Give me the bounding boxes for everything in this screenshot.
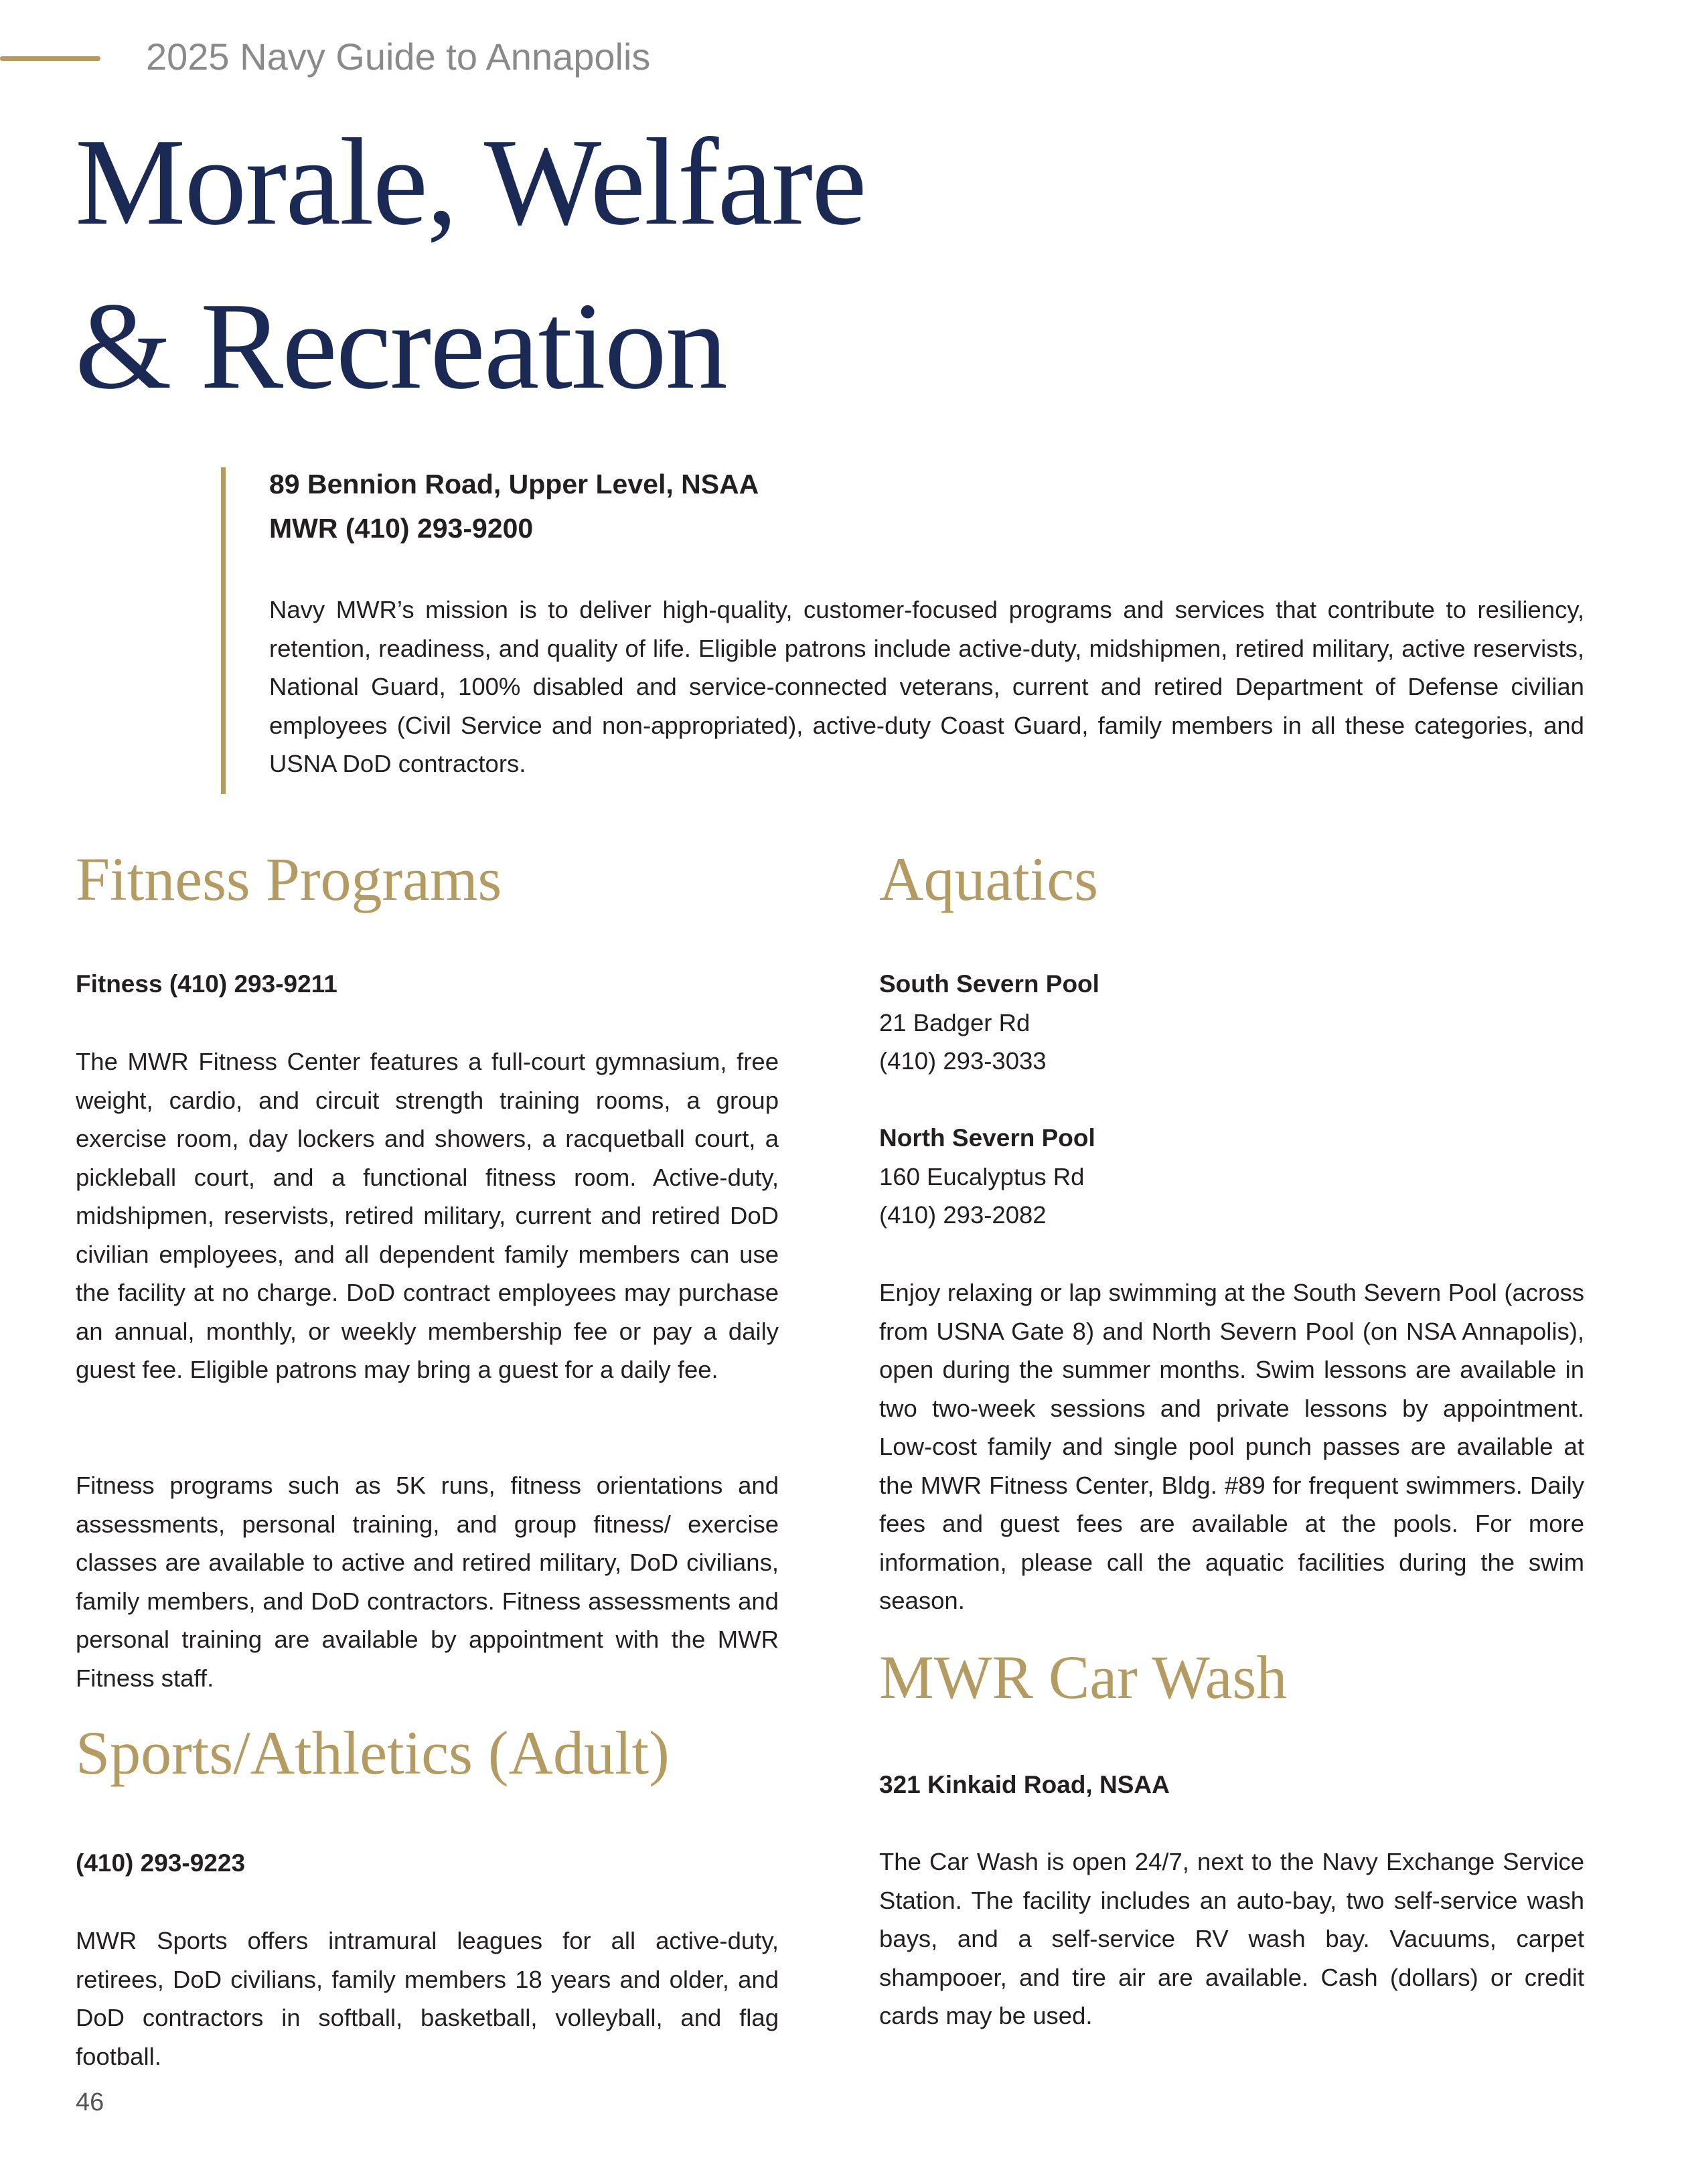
intro-body: Navy MWR’s mission is to deliver high-quality, customer-focused programs and services that contribute to resiliency, retention, readiness, and quality of life. Eligible patrons include active-duty, midshipmen, retired military, active reservists, National Guard, 100% disabled and service-connected veterans, current and retired Department of Defense civilian employees (Civil Service and non-appropriated), active-duty Coast Guard, family members in all these categories, and USNA DoD contractors. [269, 596, 1584, 777]
pool-name: North Severn Pool [879, 1124, 1095, 1152]
pool-north [879, 1119, 1584, 1235]
page-title [75, 100, 866, 428]
fitness-paragraph-1: The MWR Fitness Center features a full-court gymnasium, free weight, cardio, and circuit strength training rooms, a group exercise room, day lockers and showers, a racquetball court, a pickleball court, and a functional fitness room. Active-duty, midshipmen, reservists, retired military, current and retired DoD civilian employees, and all dependent family members can use the facility at no charge. DoD contract employees may purchase an annual, monthly, or weekly membership fee or pay a daily guest fee. Eligible patrons may bring a guest for a daily fee. [76, 1048, 779, 1383]
pool-phone: (410) 293-2082 [879, 1201, 1047, 1229]
fitness-heading: Fitness Programs [76, 845, 502, 913]
pool-name: South Severn Pool [879, 970, 1099, 998]
sports-phone: (410) 293-9223 [76, 1849, 246, 1877]
page-title-line2: & Recreation [75, 277, 727, 415]
header-accent-rule [0, 56, 100, 61]
pool-address: 21 Badger Rd [879, 1008, 1030, 1036]
intro-accent-bar [221, 467, 226, 794]
running-title: 2025 Navy Guide to Annapolis [146, 35, 651, 78]
pool-south [879, 965, 1584, 1081]
fitness-paragraph-2: Fitness programs such as 5K runs, fitness orientations and assessments, personal training, and group fitness/ exercise classes are available to active and retired military, DoD civilians, family members, and DoD contractors. Fitness assessments and personal training are available by appointment with the MWR Fitness staff. [76, 1472, 779, 1692]
carwash-paragraph: The Car Wash is open 24/7, next to the Navy Exchange Service Station. The facility includes an auto-bay, two self-service wash bays, and a self-service RV wash bay. Vacuums, carpet shampooer, and tire air are available. Cash (dollars) or credit cards may be used. [879, 1848, 1584, 2029]
page-number: 46 [76, 2088, 104, 2116]
aquatics-paragraph: Enjoy relaxing or lap swimming at the South Severn Pool (across from USNA Gate 8) and North Severn Pool (on NSA Annapolis), open during the summer months. Swim lessons are available in two two-week sessions and private lessons by appointment. Low-cost family and single pool punch passes are available at the MWR Fitness Center, Bldg. #89 for frequent swimmers. Daily fees and guest fees are available at the pools. For more information, please call the aquatic facilities during the swim season. [879, 1279, 1584, 1614]
pool-address: 160 Eucalyptus Rd [879, 1162, 1085, 1190]
carwash-address: 321 Kinkaid Road, NSAA [879, 1771, 1170, 1798]
sports-paragraph: MWR Sports offers intramural leagues for all active-duty, retirees, DoD civilians, family members 18 years and older, and DoD contractors in softball, basketball, volleyball, and flag football. [76, 1927, 779, 2070]
fitness-phone: Fitness (410) 293-9211 [76, 970, 337, 998]
carwash-heading: MWR Car Wash [879, 1643, 1288, 1711]
sports-heading: Sports/Athletics (Adult) [76, 1719, 670, 1787]
aquatics-heading: Aquatics [879, 845, 1099, 913]
page-title-line1: Morale, Welfare [75, 113, 866, 251]
intro-phone: MWR (410) 293-9200 [269, 513, 534, 544]
intro-address: 89 Bennion Road, Upper Level, NSAA [269, 469, 759, 499]
intro-block [269, 462, 1584, 783]
pool-phone: (410) 293-3033 [879, 1047, 1047, 1075]
